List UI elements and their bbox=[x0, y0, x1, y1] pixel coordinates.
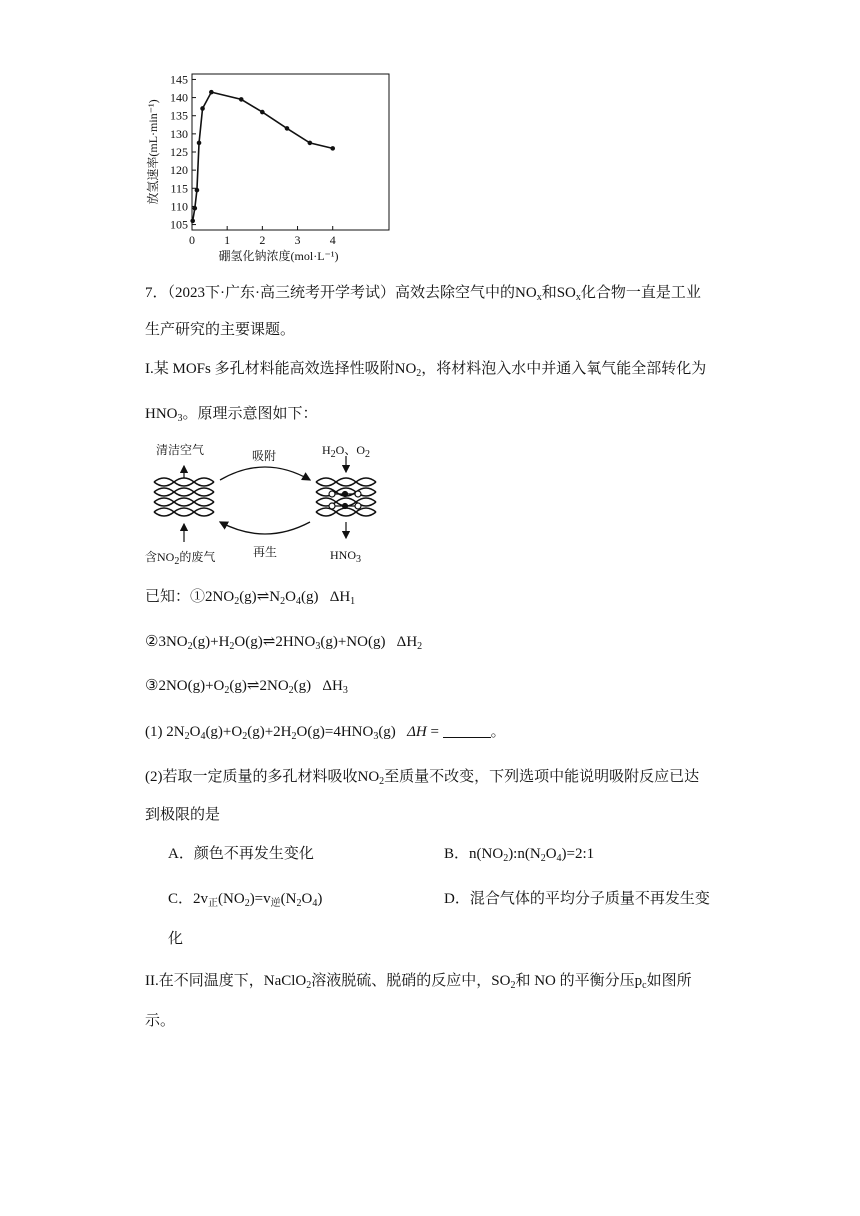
clean-air-label: 清洁空气 bbox=[156, 443, 205, 457]
data-point bbox=[190, 219, 195, 224]
data-point bbox=[197, 141, 202, 146]
reaction-2: $②3NO_2(g)+H_2O(g)\rightleftharpoons 2HNO_3(g)+NO(g)$ $\Delta H_2$ bbox=[145, 634, 423, 652]
no2-formula: $NO_2$ bbox=[394, 361, 422, 379]
y-tick-label: 110 bbox=[170, 199, 188, 214]
mof-material-left bbox=[154, 478, 214, 516]
hno3-formula: $HNO_3$ bbox=[145, 406, 183, 424]
y-tick-label: 105 bbox=[170, 217, 188, 232]
question-source: （2023下·广东·高三统考开学考试） bbox=[167, 285, 396, 301]
option-d-continued: 化 bbox=[168, 931, 184, 947]
waste-gas-label: 含$NO_2$的废气 bbox=[145, 550, 216, 567]
y-tick-label: 130 bbox=[170, 126, 188, 141]
part2-text-line2: 示。 bbox=[145, 1013, 176, 1029]
y-tick-label: 145 bbox=[170, 72, 188, 87]
product-label: $HNO_3$ bbox=[330, 548, 361, 565]
sub-question-1: (1) $2N_2O_4(g)+O_2(g)+2H_2O(g)=4HNO_3(g) \Delta H$ = 。 bbox=[145, 724, 506, 742]
data-point bbox=[239, 97, 244, 102]
data-point bbox=[209, 90, 214, 95]
part1-text-line2: $HNO_3$。原理示意图如下： bbox=[145, 406, 318, 424]
reaction-3: $③2NO(g)+O_2(g)\rightleftharpoons 2NO_2(g)$ $\Delta H_3$ bbox=[145, 678, 348, 696]
y-tick-label: 125 bbox=[170, 145, 188, 159]
plot-frame bbox=[192, 74, 389, 230]
x-tick-label: 4 bbox=[329, 233, 336, 247]
x-axis-label: 硼氢化钠浓度(mol·L⁻¹) bbox=[218, 249, 339, 263]
y-tick-label: 140 bbox=[170, 90, 188, 105]
data-point bbox=[195, 188, 200, 193]
data-point bbox=[193, 206, 198, 211]
adsorb-arrow bbox=[220, 467, 310, 480]
hydrogen-release-chart bbox=[140, 62, 400, 266]
data-point bbox=[200, 106, 205, 111]
question-intro-line2: 生产研究的主要课题。 bbox=[145, 322, 296, 338]
data-point bbox=[260, 110, 265, 115]
data-point bbox=[285, 126, 290, 131]
part2-text: II.在不同温度下，NaClO$_2$溶液脱硫、脱硝的反应中，$SO_2$和 NO 的平衡分压$p_c$如图所 bbox=[145, 973, 692, 991]
sox-formula: $SO_x$ bbox=[556, 285, 581, 303]
regen-label: 再生 bbox=[253, 545, 278, 559]
data-point bbox=[308, 141, 313, 146]
x-tick-label: 0 bbox=[189, 233, 195, 247]
question-header: 7．（2023下·广东·高三统考开学考试）高效去除空气中的$NO_x$和$SO_x$化合物一直是工业 bbox=[145, 285, 701, 303]
nox-formula: $NO_x$ bbox=[515, 285, 542, 303]
data-point bbox=[330, 146, 335, 151]
y-tick-label: 120 bbox=[170, 163, 188, 178]
option-a[interactable]: A．颜色不再发生变化 bbox=[168, 846, 314, 862]
question-number: 7． bbox=[145, 285, 168, 301]
option-c[interactable]: C．$2v_正(NO_2)=v_逆(N_2O_4)$ bbox=[168, 891, 323, 909]
adsorb-label: 吸附 bbox=[252, 449, 277, 463]
y-tick-label: 135 bbox=[170, 108, 188, 123]
sub-question-2: (2)若取一定质量的多孔材料吸收$NO_2$至质量不改变，下列选项中能说明吸附反应已达 bbox=[145, 769, 700, 787]
x-tick-label: 2 bbox=[259, 233, 266, 247]
x-tick-label: 1 bbox=[224, 233, 231, 247]
x-tick-label: 3 bbox=[294, 233, 301, 247]
part1-text: I.某 MOFs 多孔材料能高效选择性吸附$NO_2$，将材料泡入水中并通入氧气能全部转化为 bbox=[145, 361, 707, 379]
sub-question-2-line2: 到极限的是 bbox=[145, 807, 221, 823]
reaction-1: 已知：$①2NO_2(g)\rightleftharpoons N_2O_4(g)$ $\Delta H_1$ bbox=[145, 589, 356, 607]
y-tick-label: 115 bbox=[170, 181, 188, 196]
reagents-label: $H_2O$、$O_2$ bbox=[322, 443, 371, 460]
mof-material-right bbox=[316, 478, 376, 516]
regen-arrow bbox=[220, 522, 310, 534]
answer-blank[interactable] bbox=[443, 723, 491, 738]
option-b[interactable]: B．$n(NO_2):n(N_2O_4)=2:1$ bbox=[444, 846, 595, 864]
y-axis-label: 放氢速率(mL·min⁻¹) bbox=[146, 99, 160, 205]
option-d[interactable]: D．混合气体的平均分子质量不再发生变 bbox=[444, 891, 710, 907]
